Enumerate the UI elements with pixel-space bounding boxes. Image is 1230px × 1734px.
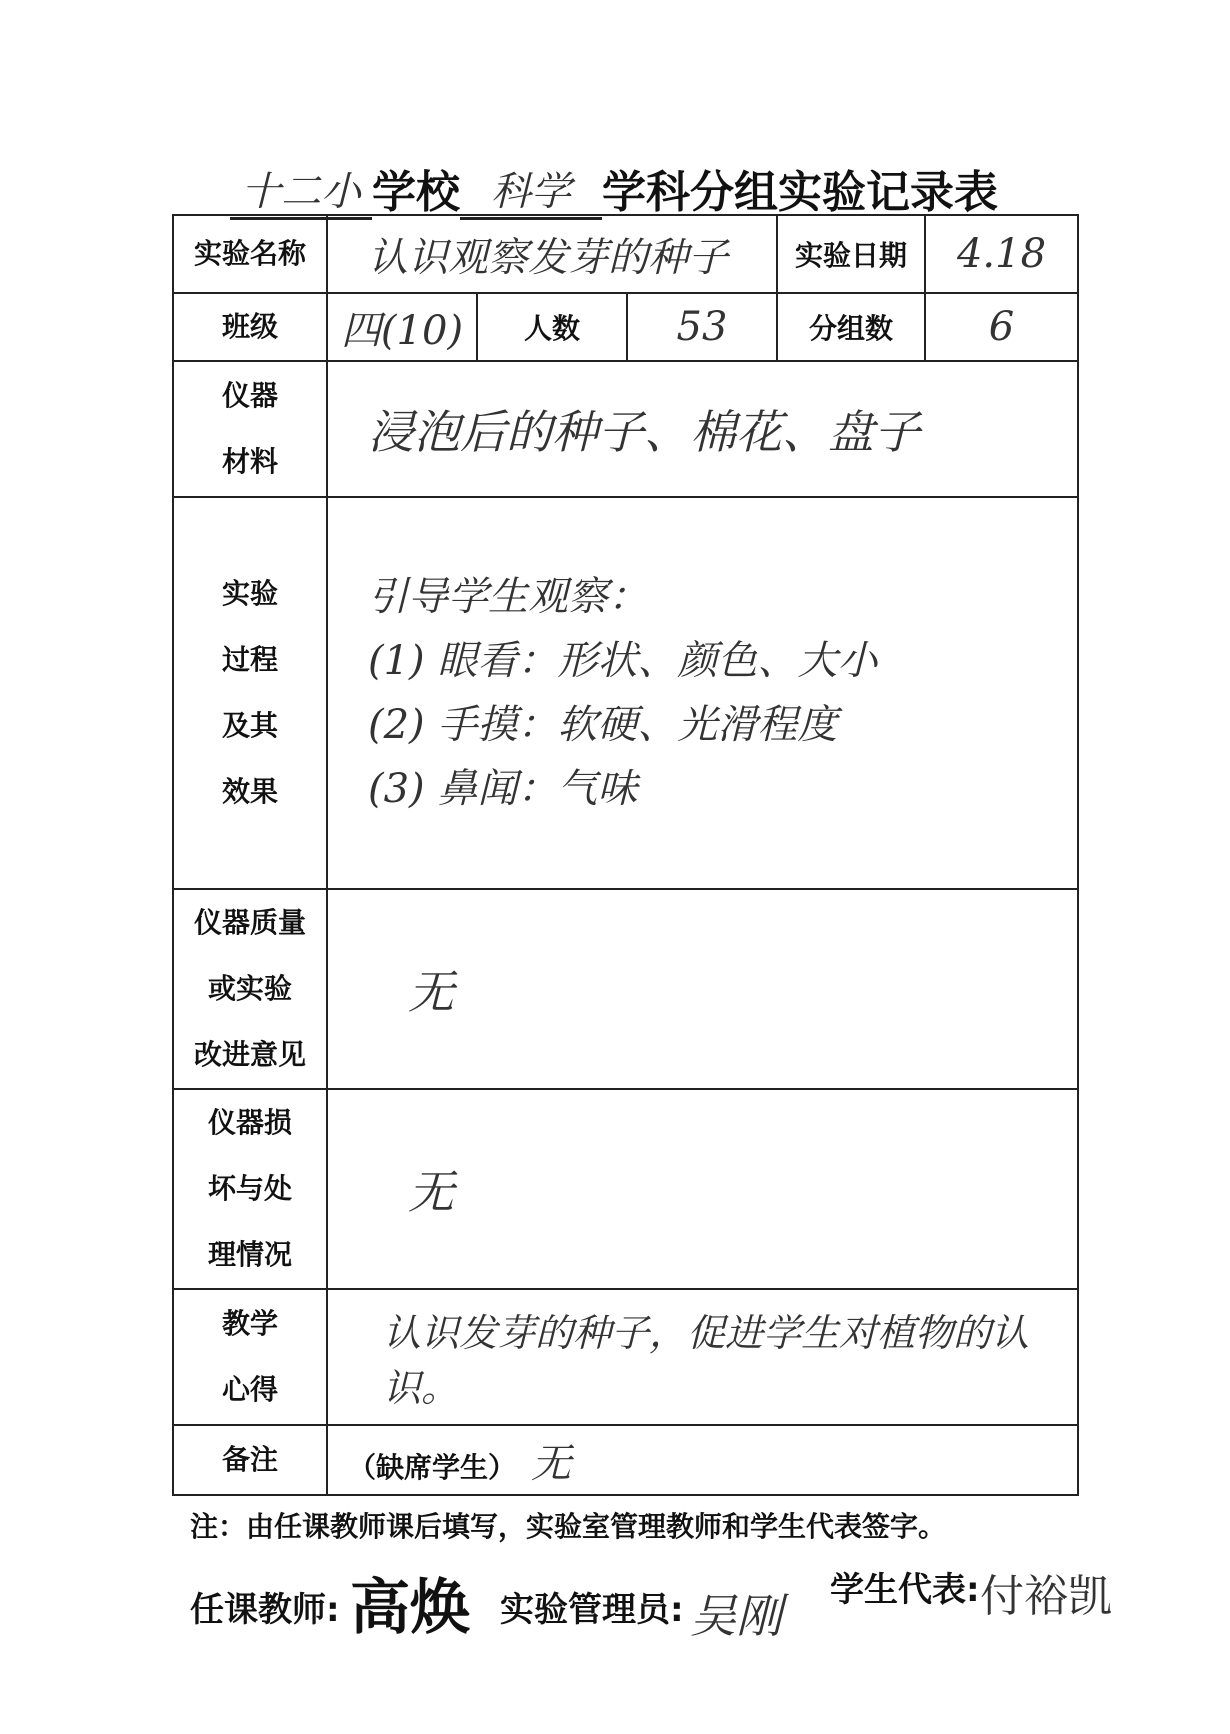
class-label: 班级: [173, 293, 327, 361]
teaching-field[interactable]: [327, 1289, 1078, 1425]
absent-students-label: （缺席学生）: [348, 1450, 517, 1484]
people-field[interactable]: [627, 293, 777, 361]
process-field[interactable]: [327, 497, 1078, 889]
title-suffix: 学科分组实验记录表: [602, 167, 998, 218]
quality-value: 无: [408, 965, 454, 1019]
groups-label: 分组数: [777, 293, 925, 361]
row-remarks: [173, 1425, 1078, 1495]
experiment-name-field[interactable]: [327, 215, 777, 293]
experiment-date-value: 4.18: [956, 231, 1047, 277]
remarks-value: 无: [531, 1440, 572, 1487]
experiment-date-label: 实验日期: [777, 215, 925, 293]
footer-note: 注：由任课教师课后填写，实验室管理教师和学生代表签字。: [190, 1510, 947, 1543]
row-equipment: [173, 361, 1078, 497]
student-rep-label: 学生代表:: [830, 1570, 980, 1610]
groups-value: 6: [988, 304, 1015, 350]
row-quality: [173, 889, 1078, 1089]
admin-signature: 吴刚: [690, 1589, 782, 1643]
form-title: [230, 150, 1030, 220]
quality-label: 仪器质量 或实验 改进意见: [173, 889, 327, 1089]
subject-name-handwritten: 科学: [460, 160, 602, 220]
record-table: [172, 214, 1079, 1496]
people-label: 人数: [477, 293, 627, 361]
student-rep-signature: 付裕凯: [980, 1571, 1112, 1622]
teacher-signature: 高焕: [350, 1573, 470, 1643]
school-suffix: 学校: [372, 167, 460, 218]
class-field[interactable]: [327, 293, 477, 361]
row-process: [173, 497, 1078, 889]
row-damage: [173, 1089, 1078, 1289]
process-line: (3) 鼻闻：气味: [368, 766, 638, 812]
teaching-label: 教学 心得: [173, 1289, 327, 1425]
experiment-date-field[interactable]: [925, 215, 1078, 293]
signature-row: [190, 1560, 1190, 1680]
damage-value: 无: [408, 1165, 454, 1219]
teacher-label: 任课教师:: [190, 1590, 340, 1630]
quality-field[interactable]: [327, 889, 1078, 1089]
row-experiment-name: [173, 215, 1078, 293]
row-teaching: [173, 1289, 1078, 1425]
experiment-name-value: 认识观察发芽的种子: [368, 234, 728, 281]
remarks-field[interactable]: [327, 1425, 1078, 1495]
remarks-label: 备注: [173, 1425, 327, 1495]
damage-field[interactable]: [327, 1089, 1078, 1289]
row-class: [173, 293, 1078, 361]
groups-field[interactable]: [925, 293, 1078, 361]
experiment-name-label: 实验名称: [173, 215, 327, 293]
school-name-handwritten: 十二小: [230, 160, 372, 220]
damage-label: 仪器损 坏与处 理情况: [173, 1089, 327, 1289]
equipment-value: 浸泡后的种子、棉花、盘子: [368, 405, 920, 459]
teaching-value: 认识发芽的种子，促进学生对植物的认识。: [383, 1311, 1030, 1410]
equipment-label: 仪器 材料: [173, 361, 327, 497]
people-value: 53: [676, 304, 728, 350]
admin-label: 实验管理员:: [500, 1590, 684, 1630]
equipment-field[interactable]: [327, 361, 1078, 497]
process-line: (2) 手摸：软硬、光滑程度: [368, 702, 838, 748]
process-label: 实验 过程 及其 效果: [173, 497, 327, 889]
class-value: 四(10): [340, 307, 464, 354]
process-line: (1) 眼看：形状、颜色、大小: [368, 638, 878, 684]
process-line: 引导学生观察：: [368, 574, 648, 620]
